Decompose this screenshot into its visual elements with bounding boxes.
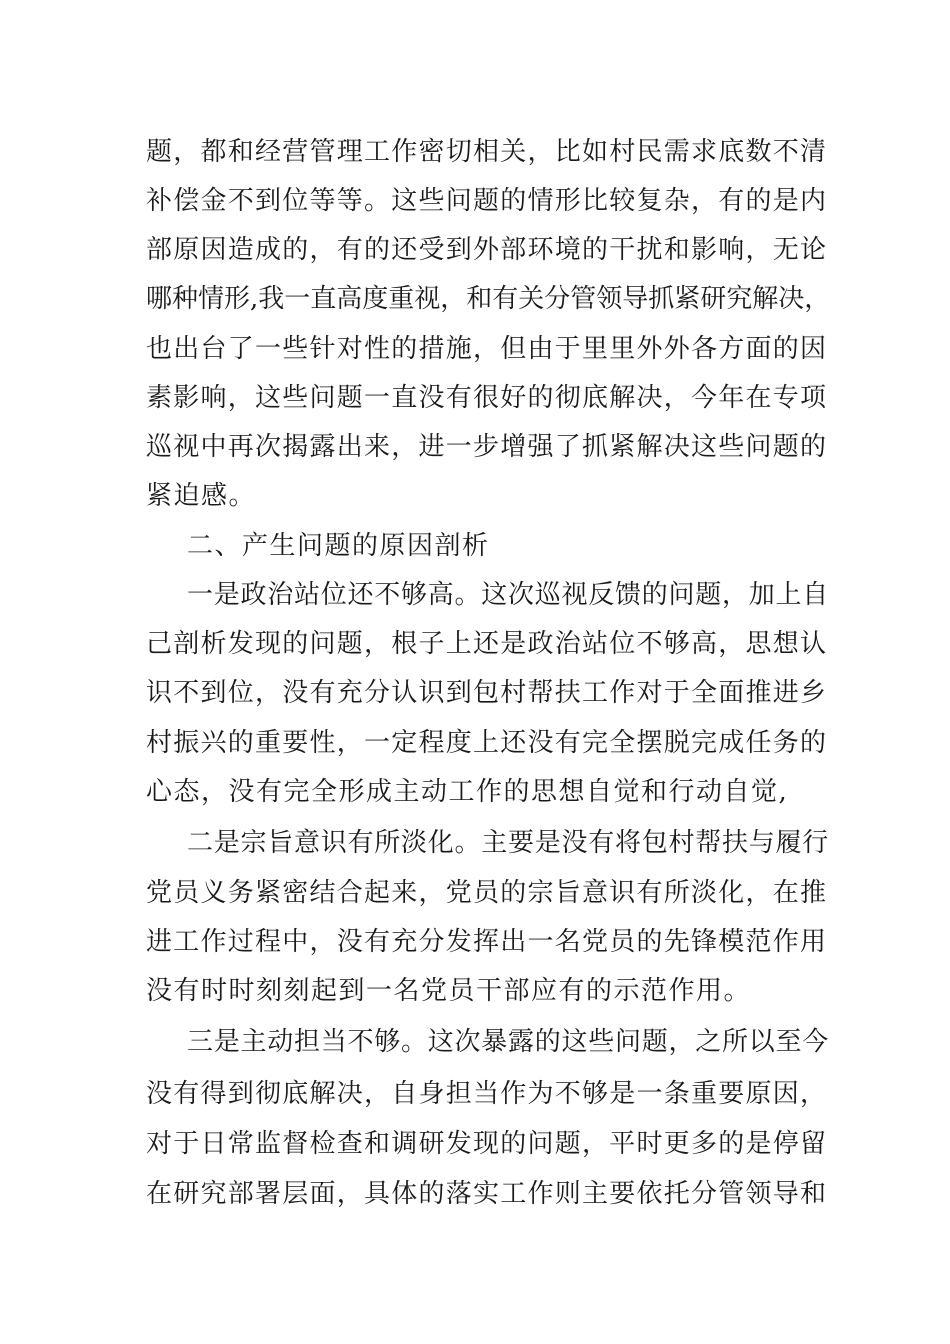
text-line: 紧迫感。 [146,481,257,511]
text-line: 党员义务紧密结合起来，党员的宗旨意识有所淡化，在推 [146,878,828,908]
text-line: 己剖析发现的问题，根子上还是政治站位不够高，思想认 [146,629,828,659]
text-line: 题，都和经营管理工作密切相关，比如村民需求底数不清 [146,137,828,167]
text-line: 心态，没有完全形成主动工作的思想自觉和行动自觉, [146,777,789,807]
text-line: 对于日常监督检查和调研发现的问题，平时更多的是停留 [146,1129,828,1159]
text-line: 部原因造成的，有的还受到外部环境的干扰和影响，无论 [146,235,828,265]
text-line: 在研究部署层面，具体的落实工作则主要依托分管领导和 [146,1179,828,1209]
text-line: 识不到位，没有充分认识到包村帮扶工作对于全面推进乡 [146,678,828,708]
section-heading: 二、产生问题的原因剖析 [187,531,490,561]
text-line: 哪种情形,我一直高度重视，和有关分管领导抓紧研究解决， [146,284,831,314]
text-line: 素影响，这些问题一直没有很好的彻底解决，今年在专项 [146,383,828,413]
text-line: 一是政治站位还不够高。这次巡视反馈的问题，加上自 [187,580,830,610]
text-line: 补偿金不到位等等。这些问题的情形比较复杂，有的是内 [146,186,828,216]
text-line: 三是主动担当不够。这次暴露的这些问题，之所以至今 [187,1027,830,1057]
text-line: 二是宗旨意识有所淡化。主要是没有将包村帮扶与履行 [187,828,830,858]
text-line: 巡视中再次揭露出来，进一步增强了抓紧解决这些问题的 [146,432,828,462]
text-line: 也出台了一些针对性的措施，但由于里里外外各方面的因 [146,334,828,364]
text-line: 没有时时刻刻起到一名党员干部应有的示范作用。 [146,976,752,1006]
text-line: 进工作过程中，没有充分发挥出一名党员的先锋模范作用 [146,927,828,957]
text-line: 村振兴的重要性，一定程度上还没有完全摆脱完成任务的 [146,728,828,758]
text-line: 没有得到彻底解决，自身担当作为不够是一条重要原因， [146,1079,828,1109]
